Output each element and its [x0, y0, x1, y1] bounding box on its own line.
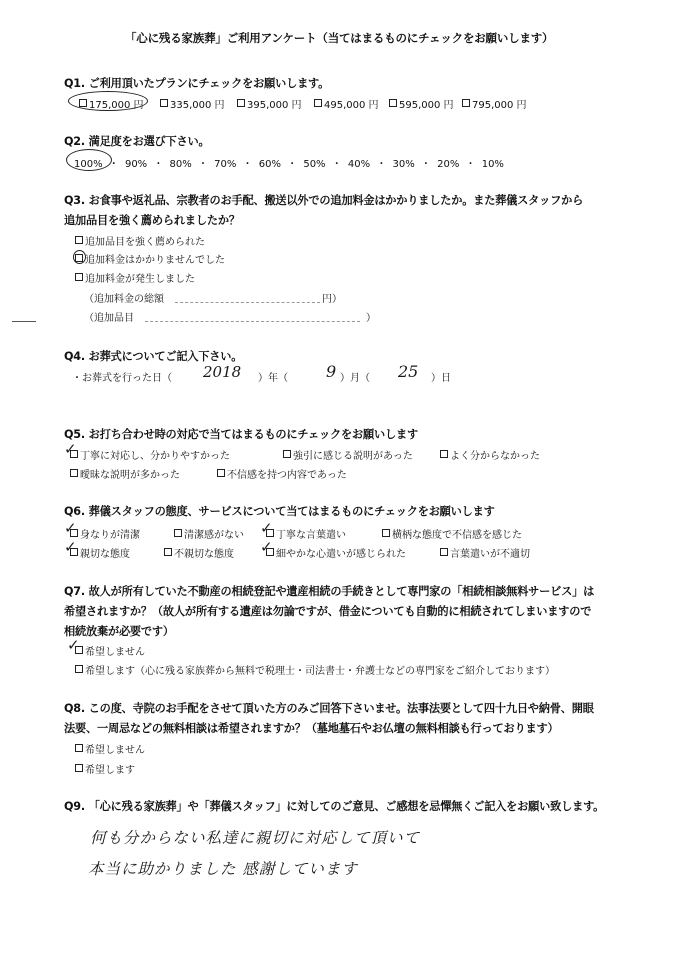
q5-option-distrust[interactable]: 不信感を持つ内容であった	[217, 466, 347, 481]
q9-answer-line1[interactable]: 何も分からない私達に親切に対応して頂いて	[90, 829, 421, 847]
q6-option-kind[interactable]: 親切な態度	[70, 545, 130, 560]
q2-option[interactable]: 10%	[481, 159, 504, 170]
checkbox[interactable]	[462, 99, 470, 107]
q2-option[interactable]: 30%	[392, 159, 415, 170]
q4-month-label: ）月（	[340, 373, 370, 384]
q8-option-no[interactable]: 希望しません	[75, 741, 145, 756]
checkbox[interactable]	[75, 273, 83, 281]
checkbox[interactable]	[164, 548, 172, 556]
checkbox[interactable]	[283, 450, 291, 458]
q1-option-495000[interactable]: 495,000 円	[314, 96, 379, 111]
separator: ・	[373, 159, 390, 170]
q8-question-line1: Q8. この度、寺院のお手配をさせて頂いた方のみご回答下さいませ。法事法要として四十九日や納骨、開眼	[64, 702, 594, 715]
checkbox[interactable]	[314, 99, 322, 107]
q6-option-not-clean[interactable]: 清潔感がない	[174, 526, 244, 541]
q4-year-label: ）年（	[258, 373, 288, 384]
q7-option-yes[interactable]: 希望します（心に残る家族葬から無料で税理士・司法書士・弁護士などの専門家をご紹介しております）	[75, 662, 555, 677]
q7-question-line3: 相続放棄が必要です）	[64, 625, 174, 638]
separator: ・	[150, 159, 167, 170]
q7-question-line1: Q7. 故人が所有していた不動産の相続登記や遺産相続の手続きとして専門家の「相続相談無料サービス」は	[64, 585, 595, 598]
q2-option[interactable]: 70%	[214, 159, 237, 170]
separator: ・	[462, 159, 479, 170]
separator: ・	[328, 159, 345, 170]
q5-option-unclear[interactable]: よく分からなかった	[440, 447, 540, 462]
check-mark: ✓	[64, 440, 77, 458]
q1-option-795000[interactable]: 795,000 円	[462, 96, 527, 111]
checkbox[interactable]	[70, 469, 78, 477]
q3-question-line2: 追加品目を強く薦められましたか？	[64, 214, 240, 227]
q3-items-close: ）	[366, 313, 376, 324]
q4-day-value[interactable]: 25	[398, 362, 419, 381]
separator: ・	[194, 159, 212, 170]
selection-circle	[68, 91, 148, 111]
q3-items-label: （追加品目	[84, 313, 134, 324]
q2-option[interactable]: 90%	[124, 159, 148, 170]
checkbox[interactable]	[75, 665, 83, 673]
q3-option-extra-charge[interactable]: 追加料金が発生しました	[75, 270, 195, 285]
q5-option-pushy[interactable]: 強引に感じる説明があった	[283, 447, 413, 462]
q8-question-line2: 法要、一周忌などの無料相談は希望されますか？（墓地墓石やお仏壇の無料相談も行っております）	[64, 722, 559, 735]
separator: ・	[417, 159, 435, 170]
checkbox[interactable]	[75, 764, 83, 772]
check-mark: ✓	[64, 519, 77, 537]
q3-total-label: （追加料金の総額	[84, 294, 164, 305]
checkbox[interactable]	[75, 744, 83, 752]
q4-question: Q4. お葬式についてご記入下さい。	[64, 350, 243, 363]
checkbox[interactable]	[217, 469, 225, 477]
checkbox[interactable]	[389, 99, 397, 107]
q2-option[interactable]: 80%	[169, 159, 192, 170]
check-mark	[73, 250, 86, 264]
checkbox[interactable]	[440, 450, 448, 458]
checkbox[interactable]	[440, 548, 448, 556]
q6-option-attentive[interactable]: 細やかな心遣いが感じられた	[266, 545, 406, 560]
q4-day-label: ）日	[431, 373, 451, 384]
q3-total-unit: 円）	[322, 294, 342, 305]
checkbox[interactable]	[75, 236, 83, 244]
q3-option-recommended[interactable]: 追加品目を強く薦められた	[75, 233, 205, 248]
q2-option[interactable]: 40%	[347, 159, 371, 170]
q7-option-no[interactable]: 希望しません	[75, 643, 145, 658]
separator: ・	[239, 159, 256, 170]
q1-option-175000[interactable]: 175,000 円	[79, 96, 144, 111]
q5-option-clear[interactable]: 丁寧に対応し、分かりやすかった	[70, 447, 230, 462]
check-mark: ✓	[67, 636, 80, 654]
q2-option[interactable]: 100%	[74, 159, 103, 170]
q1-option-395000[interactable]: 395,000 円	[237, 96, 302, 111]
q1-option-335000[interactable]: 335,000 円	[160, 96, 225, 111]
q9-question: Q9. 「心に残る家族葬」や「葬儀スタッフ」に対してのご意見、ご感想を忌憚無くご記入をお願い致します。	[64, 800, 605, 813]
q6-option-clean-appearance[interactable]: 身なりが清潔	[70, 526, 140, 541]
q3-question-line1: Q3. お食事や返礼品、宗教者のお手配、搬送以外での追加料金はかかりましたか。また葬儀スタッフから	[64, 194, 584, 207]
survey-title: 「心に残る家族葬」ご利用アンケート（当てはまるものにチェックをお願いします）	[125, 31, 554, 45]
q5-question: Q5. お打ち合わせ時の対応で当てはまるものにチェックをお願いします	[64, 428, 418, 441]
q4-year-value[interactable]: 2018	[203, 363, 242, 381]
q6-option-arrogant[interactable]: 横柄な態度で不信感を感じた	[382, 526, 522, 541]
q2-question: Q2. 満足度をお選び下さい。	[64, 135, 210, 148]
selection-circle	[66, 149, 112, 171]
q5-option-vague[interactable]: 曖昧な説明が多かった	[70, 466, 180, 481]
q4-date-prefix: ・お葬式を行った日（	[72, 373, 172, 384]
q1-option-595000[interactable]: 595,000 円	[389, 96, 454, 111]
q6-question: Q6. 葬儀スタッフの態度、サービスについて当てはまるものにチェックをお願いします	[64, 505, 495, 518]
q6-option-improper-words[interactable]: 言葉遣いが不適切	[440, 545, 530, 560]
q1-question: Q1. ご利用頂いたプランにチェックをお願いします。	[64, 77, 330, 90]
q2-option[interactable]: 20%	[437, 159, 460, 170]
check-mark: ✓	[260, 538, 273, 556]
q2-options	[74, 155, 504, 170]
checkbox[interactable]	[382, 529, 390, 537]
checkbox[interactable]	[237, 99, 245, 107]
q2-option[interactable]: 60%	[258, 159, 281, 170]
q9-answer-line2[interactable]: 本当に助かりました 感謝しています	[88, 860, 358, 878]
q2-option[interactable]: 50%	[303, 159, 326, 170]
q3-option-no-extra-charge[interactable]: 追加料金はかかりませんでした	[75, 251, 225, 266]
q6-option-polite-words[interactable]: 丁寧な言葉遣い	[266, 526, 346, 541]
check-mark: ✓	[64, 538, 77, 556]
separator: ・	[283, 159, 301, 170]
separator: ・	[105, 159, 122, 170]
q8-option-yes[interactable]: 希望します	[75, 761, 135, 776]
checkbox[interactable]	[174, 529, 182, 537]
margin-mark	[12, 321, 36, 322]
fill-in-line	[145, 321, 360, 323]
check-mark: ✓	[260, 519, 273, 537]
q4-month-value[interactable]: 9	[326, 362, 337, 381]
q7-question-line2: 希望されますか？（故人が所有する遺産は勿論ですが、借金についても自動的に相続されてしまいますので	[64, 605, 592, 618]
checkbox[interactable]	[160, 99, 168, 107]
fill-in-line	[175, 302, 320, 304]
q6-option-unkind[interactable]: 不親切な態度	[164, 545, 234, 560]
